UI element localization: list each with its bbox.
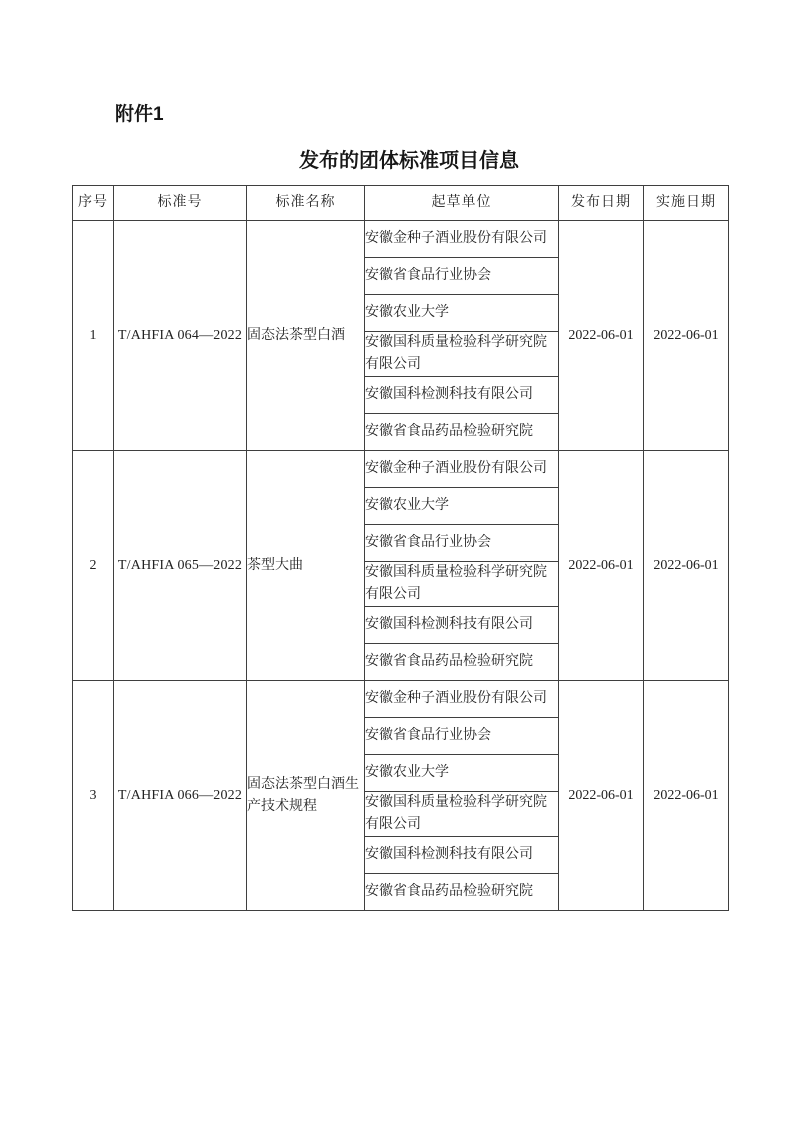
standard-no-cell: T/AHFIA 066—2022	[114, 681, 247, 911]
drafting-unit-cell: 安徽国科检测科技有限公司	[365, 607, 559, 644]
table-row	[73, 681, 729, 718]
header-standard-no: 标准号	[114, 186, 247, 221]
standard-no-cell: T/AHFIA 064—2022	[114, 221, 247, 451]
drafting-unit-cell: 安徽省食品药品检验研究院	[365, 874, 559, 911]
seq-cell: 3	[73, 681, 114, 911]
publish-date-cell: 2022-06-01	[559, 681, 644, 911]
drafting-unit-cell: 安徽国科质量检验科学研究院有限公司	[365, 562, 559, 607]
attachment-label: 附件1	[115, 104, 164, 125]
drafting-unit-cell: 安徽省食品行业协会	[365, 525, 559, 562]
header-implement-date: 实施日期	[644, 186, 729, 221]
standard-name-cell: 固态法茶型白酒生产技术规程	[247, 681, 365, 911]
header-drafting-unit: 起草单位	[365, 186, 559, 221]
standards-table	[72, 185, 729, 911]
drafting-unit-cell: 安徽国科检测科技有限公司	[365, 837, 559, 874]
drafting-unit-cell: 安徽省食品行业协会	[365, 258, 559, 295]
drafting-unit-cell: 安徽金种子酒业股份有限公司	[365, 221, 559, 258]
drafting-unit-cell: 安徽省食品行业协会	[365, 718, 559, 755]
drafting-unit-cell: 安徽农业大学	[365, 295, 559, 332]
drafting-unit-cell: 安徽国科检测科技有限公司	[365, 377, 559, 414]
drafting-unit-cell: 安徽金种子酒业股份有限公司	[365, 451, 559, 488]
drafting-unit-cell: 安徽金种子酒业股份有限公司	[365, 681, 559, 718]
standard-name-cell: 固态法茶型白酒	[247, 221, 365, 451]
drafting-unit-cell: 安徽农业大学	[365, 488, 559, 525]
page-title: 发布的团体标准项目信息	[299, 150, 519, 172]
table-row	[73, 451, 729, 488]
header-publish-date: 发布日期	[559, 186, 644, 221]
drafting-unit-cell: 安徽国科质量检验科学研究院有限公司	[365, 332, 559, 377]
header-seq: 序号	[73, 186, 114, 221]
publish-date-cell: 2022-06-01	[559, 221, 644, 451]
drafting-unit-cell: 安徽省食品药品检验研究院	[365, 414, 559, 451]
drafting-unit-cell: 安徽农业大学	[365, 755, 559, 792]
header-standard-name: 标准名称	[247, 186, 365, 221]
standard-name-cell: 茶型大曲	[247, 451, 365, 681]
standard-no-cell: T/AHFIA 065—2022	[114, 451, 247, 681]
table-header-row	[73, 186, 729, 221]
seq-cell: 1	[73, 221, 114, 451]
standards-table-body	[73, 221, 729, 911]
seq-cell: 2	[73, 451, 114, 681]
publish-date-cell: 2022-06-01	[559, 451, 644, 681]
table-row	[73, 221, 729, 258]
drafting-unit-cell: 安徽国科质量检验科学研究院有限公司	[365, 792, 559, 837]
implement-date-cell: 2022-06-01	[644, 681, 729, 911]
implement-date-cell: 2022-06-01	[644, 221, 729, 451]
drafting-unit-cell: 安徽省食品药品检验研究院	[365, 644, 559, 681]
implement-date-cell: 2022-06-01	[644, 451, 729, 681]
